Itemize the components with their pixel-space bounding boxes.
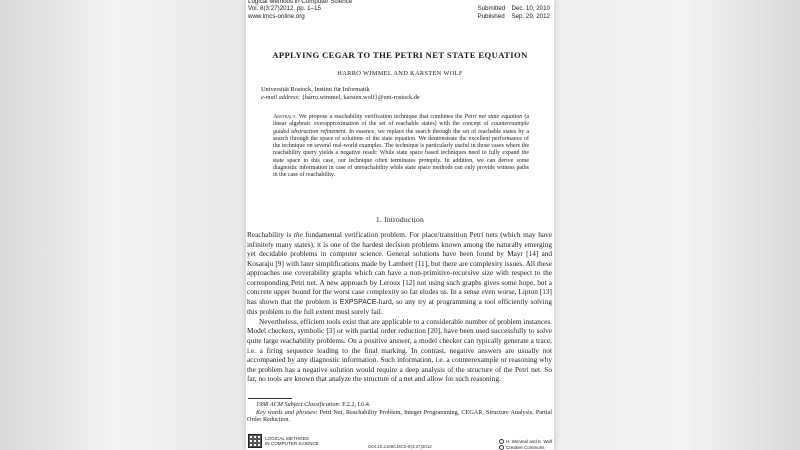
dates-header: [477, 5, 550, 20]
introduction-body: [247, 230, 552, 384]
p1-complexity-class: EXPSPACE: [339, 298, 377, 306]
abstract-text-3: . In essence, we replace the search through the set of reachable states by a search through the space of solutions of the state equation. We demonstrate the excellent performance of the technique on several real-world examples. The technique is particularly useful in those cases where the reachability query yields a negative result: While state space based techniques need to fully expand the state space in this case, our technique often terminates promptly. In addition, we can derive some diagnostic information in case of unreachability while state space methods can only provide witness paths in the case of reachability.: [273, 128, 529, 178]
submitted-label: Submitted: [477, 5, 506, 12]
email-line: [261, 94, 420, 102]
creative-commons-icon: [499, 445, 504, 450]
published-row: [477, 13, 550, 21]
p1-text-c: -hard, so any try at programming a tool efficiently solving this problem to the full extent must surely fail.: [247, 296, 552, 317]
keywords-value: Petri Net, Reachability Problem, Integer Programming, CEGAR, Structure Analysis, Partial Order Reduction.: [247, 408, 552, 424]
abstract: [273, 114, 529, 179]
paper-title: APPLYING CEGAR TO THE PETRI NET STATE EQUATION: [272, 50, 528, 60]
acm-classification: [247, 401, 552, 409]
keywords-label: Key words and phrases:: [256, 408, 318, 416]
journal-name: Logical Methods in Computer Science: [248, 0, 353, 5]
license-block: [499, 439, 552, 450]
paragraph-1: [247, 230, 552, 317]
affiliation-block: [261, 86, 420, 102]
section-heading: 1. Introduction: [375, 215, 425, 224]
abstract-emph-2: counterexample guided abstraction refinement: [273, 121, 529, 135]
p1-text-a: Reachability is: [247, 230, 294, 239]
p1-text-b: fundamental verification problem. For place/transition Petri nets (which may have infinitely many states), it is one of the hardest decision problems known among the naturally emerging yet decidable problems in computer science. General solutions have been found by Mayr [14] and Kosaraju [9] with later simplifications made by Lambert [11], but there are complexity issues. All these approaches use coverability graphs which can have a non-primitive-recursive size with respect to the corresponding Petri net. A new approach by Leroux [12] not using such graphs gives some hope, but a concrete upper bound for the worst case complexity so far eludes us. In a sense even worse, Lipton [13] has shown that the problem is: [247, 230, 552, 306]
email-label: e-mail address:: [261, 94, 301, 101]
abstract-text-1: We propose a reachability verification technique that combines the: [296, 114, 465, 120]
journal-volume: Vol. 8(3:27)2012, pp. 1–15: [248, 5, 321, 13]
submitted-date: Dec. 10, 2010: [511, 5, 550, 12]
acm-label: 1998 ACM Subject Classification:: [256, 401, 341, 408]
journal-website: www.lmcs-online.org: [248, 12, 305, 20]
published-date: Sep. 29, 2012: [511, 12, 550, 20]
license-name: Creative Commons: [506, 444, 545, 450]
copyright-holders: H. Wimmel and K. Wolf: [506, 439, 553, 444]
doi-link[interactable]: DOI:10.2168/LMCS-8(3:27)2012: [368, 444, 432, 449]
copyright-icon: [499, 439, 504, 444]
logo-line-1: LOGICAL METHODS: [265, 436, 309, 441]
license-row: [499, 445, 552, 450]
abstract-emph-1: Petri net state equation: [464, 114, 523, 120]
footnote-block: [247, 401, 552, 424]
keywords: [247, 409, 552, 424]
paper-authors: HARRO WIMMEL AND KARSTEN WOLF: [337, 70, 463, 77]
published-label: Published: [477, 12, 505, 20]
footnote-rule: [248, 398, 292, 399]
abstract-label: Abstract.: [273, 114, 297, 120]
submitted-row: [477, 5, 550, 13]
abstract-text-2: (a linear algebraic overapproximation of the set of reachable states) with the concept of: [273, 114, 529, 128]
acm-value: F.2.2, I.6.4.: [340, 401, 371, 408]
p1-emph: the: [293, 230, 303, 239]
paper-page[interactable]: [246, 0, 554, 450]
journal-header: [248, 0, 352, 20]
paragraph-2: Nevertheless, efficient tools exist that are applicable to a considerable number of problem instances. Model checkers, symbolic [3] or with partial order reduction [20], have been used successfully to solve quite large reachability problems. On a positive answer, a model checker can typically generate a trace, i.e. a firing sequence leading to the final marking. In contrast, negative answers are usually not accompanied by any diagnostic information. Such information, i.e. a counterexample or reasoning why the problem has a negative solution would require a deep analysis of the structure of the Petri net. So far, no tools are known that analyze the structure of a net and allow for such reasoning.: [247, 316, 552, 384]
logo-line-2: IN COMPUTER SCIENCE: [265, 441, 319, 446]
institution: Universität Rostock, Institut für Informatik: [261, 86, 370, 93]
email-address: {harro.wimmel, karsten.wolf}@uni-rostock.de: [301, 94, 420, 101]
